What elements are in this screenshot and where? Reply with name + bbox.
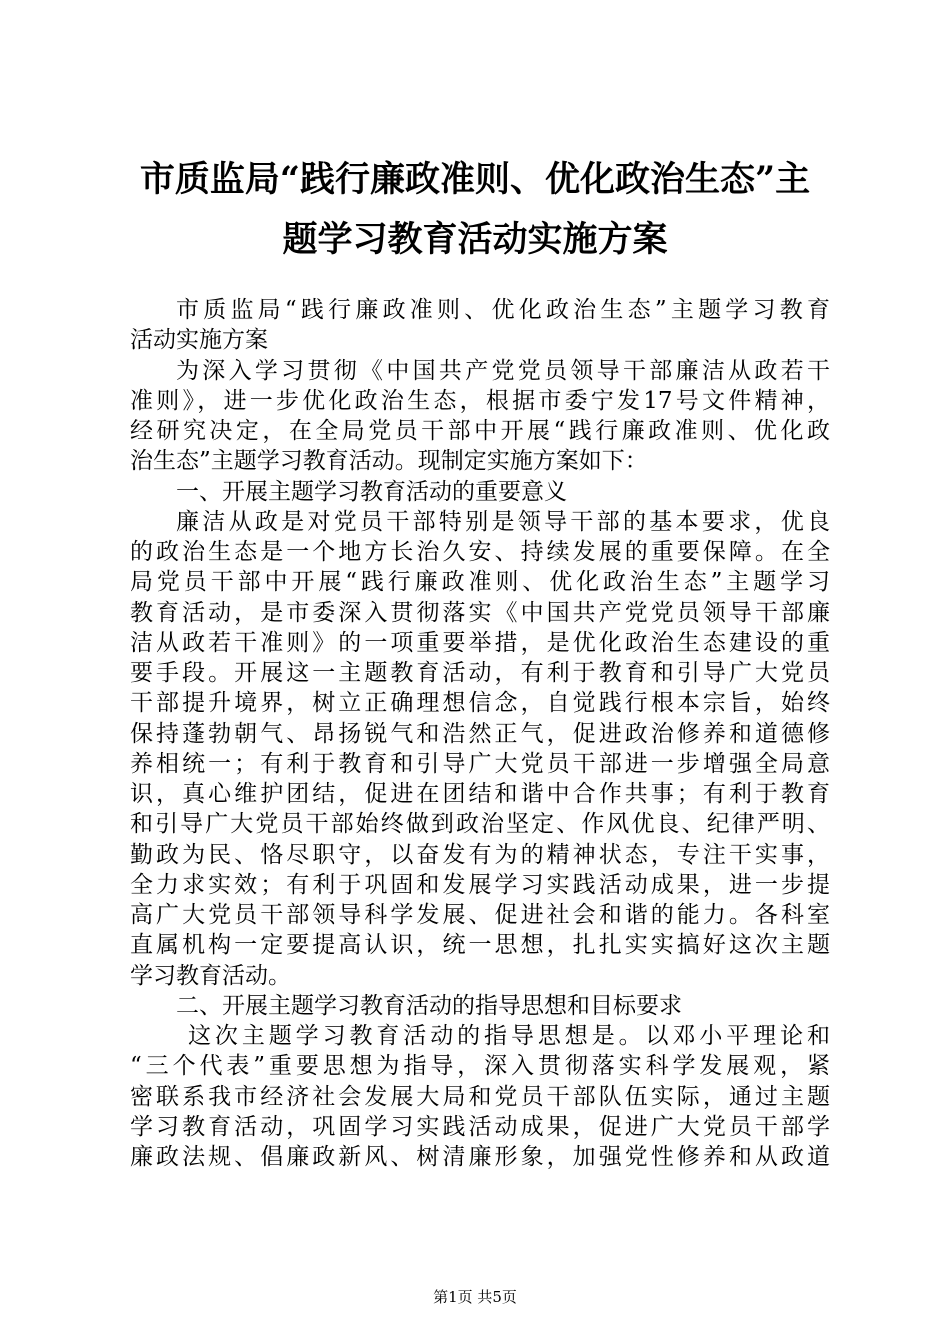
body-line: 要手段。开展这一主题教育活动，有利于教育和引导广大党员 xyxy=(130,660,830,686)
body-line: 局党员干部中开展“践行廉政准则、优化政治生态”主题学习 xyxy=(130,569,830,596)
body-line: 识，真心维护团结，促进在团结和谐中合作共事；有利于教育 xyxy=(130,781,830,807)
document-title-line-1: 市质监局“践行廉政准则、优化政治生态”主 xyxy=(139,159,811,200)
body-line: 全力求实效；有利于巩固和发展学习实践活动成果，进一步提 xyxy=(130,871,830,898)
document-title-line-2: 题学习教育活动实施方案 xyxy=(282,219,668,260)
body-line: 为深入学习贯彻《中国共产党党员领导干部廉洁从政若干 xyxy=(176,357,830,384)
body-line: 经研究决定，在全局党员干部中开展“践行廉政准则、优化政 xyxy=(130,418,830,444)
section-heading: 一、开展主题学习教育活动的重要意义 xyxy=(176,478,567,505)
body-line: 密联系我市经济社会发展大局和党员干部队伍实际，通过主题 xyxy=(130,1083,830,1110)
body-line: 干部提升境界，树立正确理想信念，自觉践行根本宗旨，始终 xyxy=(130,690,830,717)
body-line: 勤政为民、恪尽职守，以奋发有为的精神状态，专注干实事， xyxy=(130,841,830,868)
body-line: 保持蓬勃朝气、昂扬锐气和浩然正气，促进政治修养和道德修 xyxy=(130,720,830,747)
body-line: 这次主题学习教育活动的指导思想是。以邓小平理论和 xyxy=(188,1023,830,1049)
body-line: 教育活动，是市委深入贯彻落实《中国共产党党员领导干部廉 xyxy=(130,599,830,626)
body-line: 廉政法规、倡廉政新风、树清廉形象，加强党性修养和从政道 xyxy=(130,1144,830,1170)
body-line: 学习教育活动，巩固学习实践活动成果，促进广大党员干部学 xyxy=(130,1113,830,1140)
body-line: “三个代表”重要思想为指导，深入贯彻落实科学发展观，紧 xyxy=(130,1053,830,1080)
body-line: 准则》，进一步优化政治生态，根据市委宁发17号文件精神， xyxy=(130,387,830,414)
body-line: 治生态”主题学习教育活动。现制定实施方案如下： xyxy=(130,448,648,475)
body-line: 洁从政若干准则》的一项重要举措，是优化政治生态建设的重 xyxy=(130,629,830,656)
body-line: 和引导广大党员干部始终做到政治坚定、作风优良、纪律严明、 xyxy=(130,811,830,838)
document-body xyxy=(130,295,830,1172)
page-footer: 第1页 共5页 xyxy=(433,1288,517,1306)
body-line: 廉洁从政是对党员干部特别是领导干部的基本要求，优良 xyxy=(176,508,830,535)
body-line: 高广大党员干部领导科学发展、促进社会和谐的能力。各科室 xyxy=(130,902,830,928)
body-line: 直属机构一定要提高认识，统一思想，扎扎实实搞好这次主题 xyxy=(130,932,830,959)
body-line: 市质监局“践行廉政准则、优化政治生态”主题学习教育 xyxy=(176,297,830,323)
body-line: 学习教育活动。 xyxy=(130,962,291,989)
section-heading: 二、开展主题学习教育活动的指导思想和目标要求 xyxy=(176,992,682,1019)
body-line: 的政治生态是一个地方长治久安、持续发展的重要保障。在全 xyxy=(130,539,830,565)
body-line: 活动实施方案 xyxy=(130,327,268,354)
body-line: 养相统一；有利于教育和引导广大党员干部进一步增强全局意 xyxy=(130,750,830,777)
